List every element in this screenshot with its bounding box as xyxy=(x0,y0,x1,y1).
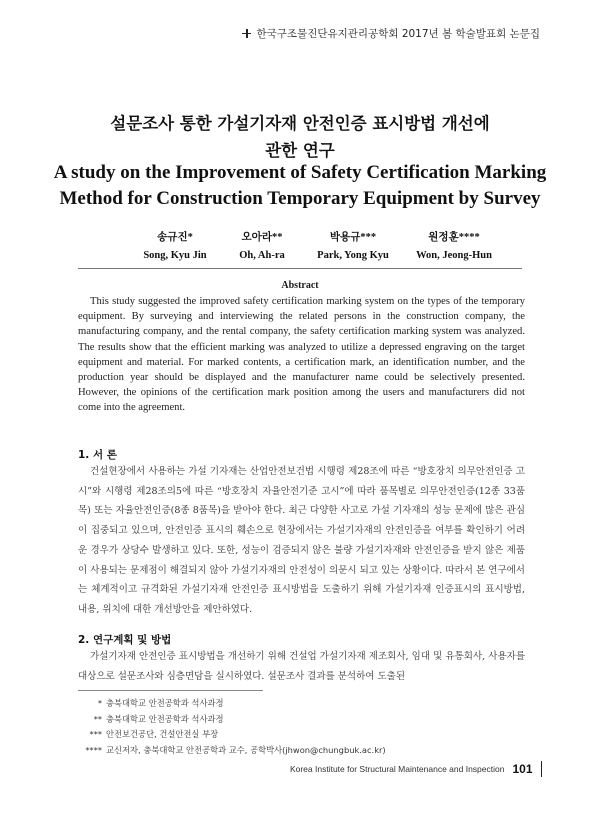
author-name-korean: 원정훈**** xyxy=(428,232,480,243)
footnote-item: **** 교신저자, 충북대학교 안전공학과 교수, 공학박사(jhwon@chungbuk.ac.kr) xyxy=(85,744,386,755)
author-4 xyxy=(389,231,519,264)
author-name-english: Song, Kyu Jin xyxy=(143,250,207,261)
section-heading-introduction: 1. 서 론 xyxy=(78,449,117,461)
page-footer xyxy=(290,761,542,777)
section-heading-method: 2. 연구계획 및 방법 xyxy=(78,634,172,646)
english-title-line-1: A study on the Improvement of Safety Certification Marking xyxy=(53,162,547,183)
running-header xyxy=(242,26,540,41)
footnote-item: * 충북대학교 안전공학과 석사과정 xyxy=(97,698,224,708)
author-name-english: Park, Yong Kyu xyxy=(317,250,389,261)
section-text-introduction: 건설현장에서 사용하는 가설 기자재는 산업안전보건법 시행령 제28조에 따른 “방호장치 의무안전인증 고시”와 시행령 제28조의5에 따른 “방호장치 자율안전기준 고시”에 따라 품목별로 의무안전인증(12종 33품목) 또는 자율안전인증(8종 8품목)을 받아야 한다. 최근 다양한 사고로 가설 기자재의 성능 문제에 많은 관심이 집중되고 있으며, 안전인증 표시의 훼손으로 현장에서는 가설기자재의 안전인증을 여부를 확인하기 어려운 경우가 상당수 발생하고 있다. 또한, 성능이 검증되지 않은 불량 가설기자재와 안전인증을 받지 않은 제품이 사용되는 문제점이 해결되지 않아 가설기자재의 안전성이 의문시 되고 있는 상황이다. 따라서 본 연구에서는 체계적이고 규격화된 가설기자재 안전인증 표시방법을 도출하기 위해 가설기자재 인증표시의 표시방법, 내용, 위치에 대한 개선방안을 제안하였다. xyxy=(78,466,525,615)
header-text: 한국구조물진단유지관리공학회 2017년 봄 학술발표회 논문집 xyxy=(256,28,540,40)
title-divider xyxy=(78,268,522,269)
author-name-english: Won, Jeong-Hun xyxy=(416,250,492,261)
footnotes xyxy=(78,696,386,758)
footnote-rule xyxy=(78,690,263,691)
korean-title-line-1: 설문조사 통한 가설기자재 안전인증 표시방법 개선에 xyxy=(110,114,490,133)
english-title xyxy=(0,160,600,212)
footer-journal-name: Korea Institute for Structural Maintenance and Inspection xyxy=(289,764,505,774)
author-name-korean: 송규진* xyxy=(157,232,193,243)
english-title-line-2: Method for Construction Temporary Equipment by Survey xyxy=(59,188,541,209)
page-number-bar xyxy=(541,761,543,777)
author-name-korean: 박용규*** xyxy=(329,232,377,243)
author-name-english: Oh, Ah-ra xyxy=(239,250,285,261)
abstract-heading: Abstract xyxy=(281,280,319,291)
abstract-text: This study suggested the improved safety certification marking system on the types of the temporary equipment. By surveying and interviewing the related persons in the construction company, the manufacturing company, and the rental company, the safety certification marking system was analyzed. The results show that the efficient marking was analyzed to utilize a depressed engraving on the target equipment and material. For marked contents, a certification mark, an identification number, and the production year should be displayed and the manufacturer name could be selectively presented. However, the opinions of the certification mark position among the users and manufacturers did not come into the agreement. xyxy=(78,296,525,414)
korean-title xyxy=(0,110,600,164)
page-number: 101 xyxy=(512,762,533,776)
footnote-item: *** 안전보건공단, 건설안전실 부장 xyxy=(89,729,219,739)
author-name-korean: 오아라** xyxy=(241,232,283,243)
korean-title-line-2: 관한 연구 xyxy=(265,141,335,160)
footnote-item: ** 충북대학교 안전공학과 석사과정 xyxy=(93,713,224,724)
section-text-method: 가설기자재 안전인증 표시방법을 개선하기 위해 건설업 가설기자재 제조회사, 임대 및 유통회사, 사용자를 대상으로 설문조사와 심층면담을 실시하였다. 설문조사 결과를 분석하여 도출된 xyxy=(78,651,525,682)
cross-bullet-icon xyxy=(242,29,251,38)
